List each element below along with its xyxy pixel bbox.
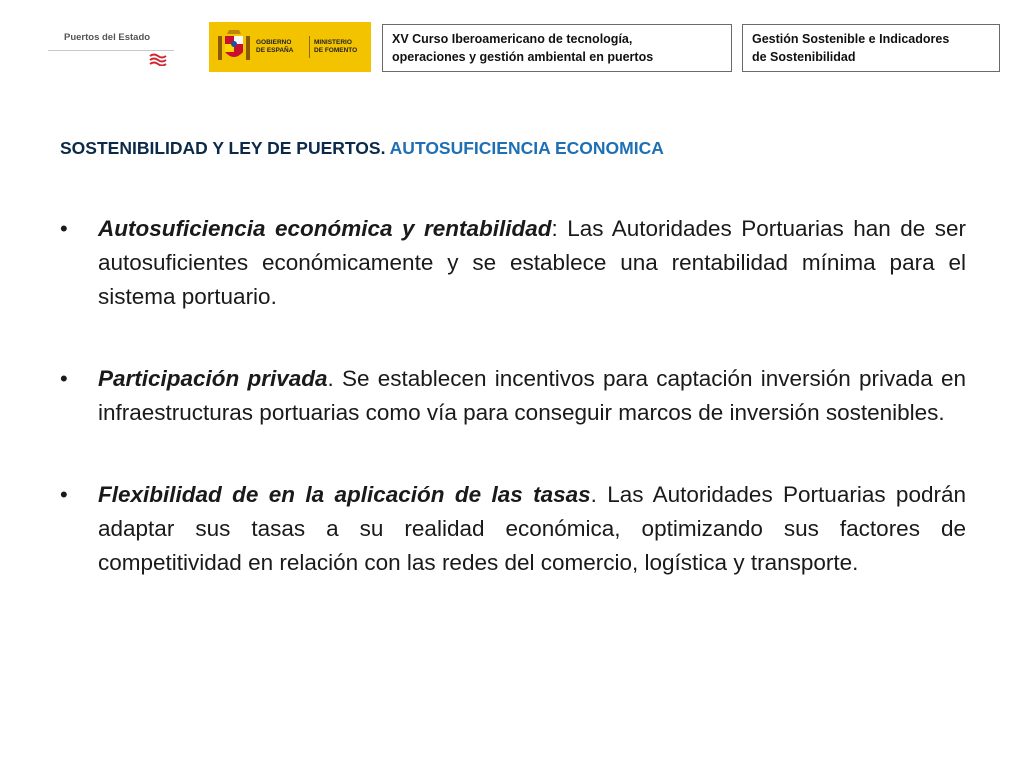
puertos-logo-text: Puertos del Estado [64,32,151,43]
slide-heading [60,138,664,159]
bullet-term: Participación privada [98,366,328,391]
bullet-text: . Se establecen incentivos para captación inversión privada en infraestructuras portuarias como vía para conseguir marcos de inversión sostenibles. [98,366,966,425]
ministerio-text [314,39,357,55]
course-title-box [382,24,732,72]
heading-main: SOSTENIBILIDAD Y LEY DE PUERTOS. [60,138,386,158]
bullet-item-flexibilidad [60,478,966,580]
course-line-1: XV Curso Iberoamericano de tecnología, [392,32,633,46]
gobierno-line-2: DE ESPAÑA [256,47,294,54]
gobierno-divider [309,36,310,58]
ministerio-line-1: MINISTERIO [314,39,352,46]
puertos-logo-divider [48,50,174,51]
bullet-item-participacion [60,362,966,430]
gobierno-ministerio-logo [209,22,371,72]
coat-of-arms-icon [217,28,251,66]
course-line-2: operaciones y gestión ambiental en puertos [392,50,654,64]
bullet-marker: • [60,216,68,241]
topic-line-1: Gestión Sostenible e Indicadores [752,32,950,46]
bullet-text: . Las Autoridades Portuarias podrán adaptar sus tasas a su realidad económica, optimizando sus factores de competitividad en relación con las redes del comercio, logística y transporte. [98,482,966,575]
gobierno-line-1: GOBIERNO [256,39,292,46]
bullet-term: Autosuficiencia económica y rentabilidad [98,216,552,241]
topic-title-box [742,24,1000,72]
heading-accent: AUTOSUFICIENCIA ECONOMICA [389,138,664,158]
bullet-item-autosuficiencia [60,212,966,314]
bullet-list [60,212,966,628]
bullet-term: Flexibilidad de en la aplicación de las tasas [98,482,591,507]
puertos-del-estado-logo [48,26,174,70]
bullet-marker: • [60,482,68,507]
ministerio-line-2: DE FOMENTO [314,47,358,54]
puertos-wave-icon [148,52,170,66]
bullet-marker: • [60,366,68,391]
topic-line-2: de Sostenibilidad [752,50,856,64]
bullet-text: : Las Autoridades Portuarias han de ser autosuficientes económicamente y se establece una rentabilidad mínima para el sistema portuario. [98,216,967,309]
gobierno-text [256,39,293,55]
